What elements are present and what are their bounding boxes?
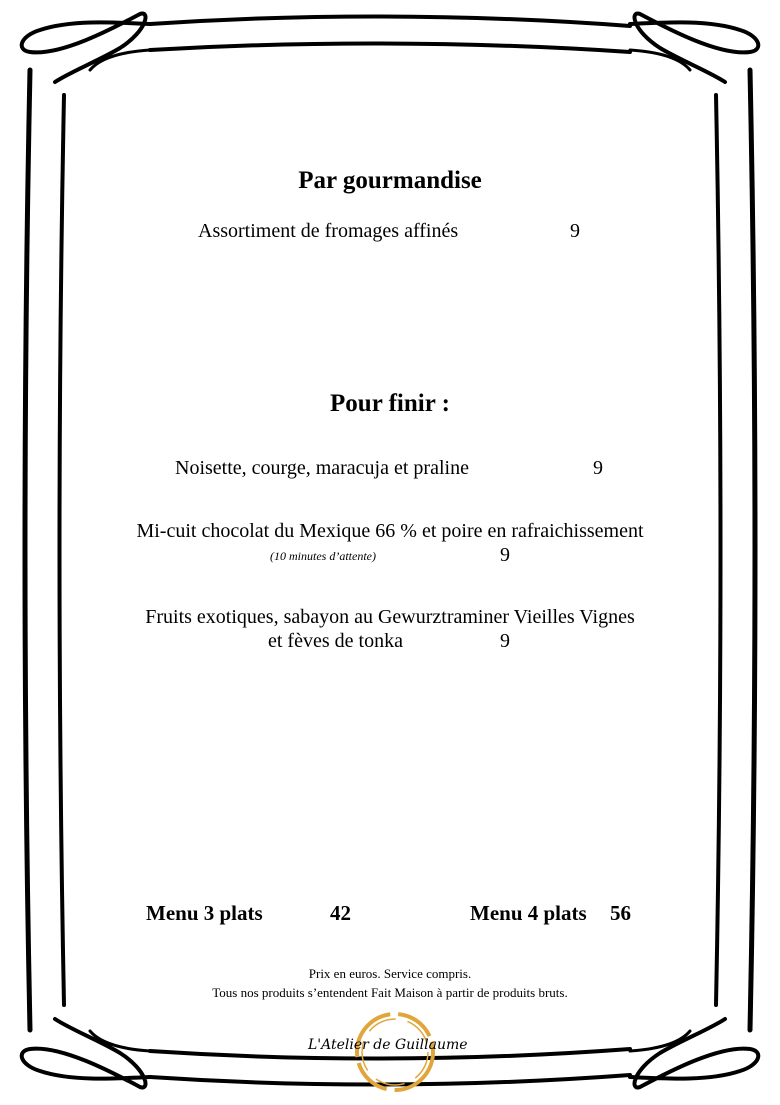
restaurant-logo: [300, 1004, 480, 1100]
menu-item-name-continued: et fèves de tonka: [268, 630, 403, 652]
menu-item-note: (10 minutes d’attente): [270, 549, 376, 563]
menu-item-price: 9: [570, 220, 580, 242]
menu-3-plats-label: Menu 3 plats: [146, 901, 263, 925]
menu-4-plats-label: Menu 4 plats: [470, 901, 587, 925]
footer-homemade-note: Tous nos produits s’entendent Fait Maison à partir de produits bruts.: [212, 985, 568, 1000]
footer-prices-note: Prix en euros. Service compris.: [308, 966, 472, 981]
menu-item-name: Fruits exotiques, sabayon au Gewurztraminer Vieilles Vignes: [145, 606, 635, 628]
menu-item-name: Noisette, courge, maracuja et praline: [175, 457, 469, 479]
menu-item-price: 9: [500, 630, 510, 652]
menu-item-price: 9: [593, 457, 603, 479]
menu-item-name: Assortiment de fromages affinés: [198, 220, 459, 242]
section-title-par-gourmandise: Par gourmandise: [298, 167, 482, 194]
section-title-pour-finir: Pour finir :: [330, 390, 450, 417]
menu-4-plats-price: 56: [610, 901, 631, 925]
menu-item-price: 9: [500, 544, 510, 566]
menu-3-plats-price: 42: [330, 901, 351, 925]
menu-item-name: Mi-cuit chocolat du Mexique 66 % et poire en rafraichissement: [136, 520, 644, 542]
logo-text: L'Atelier de Guillaume: [308, 1037, 468, 1053]
